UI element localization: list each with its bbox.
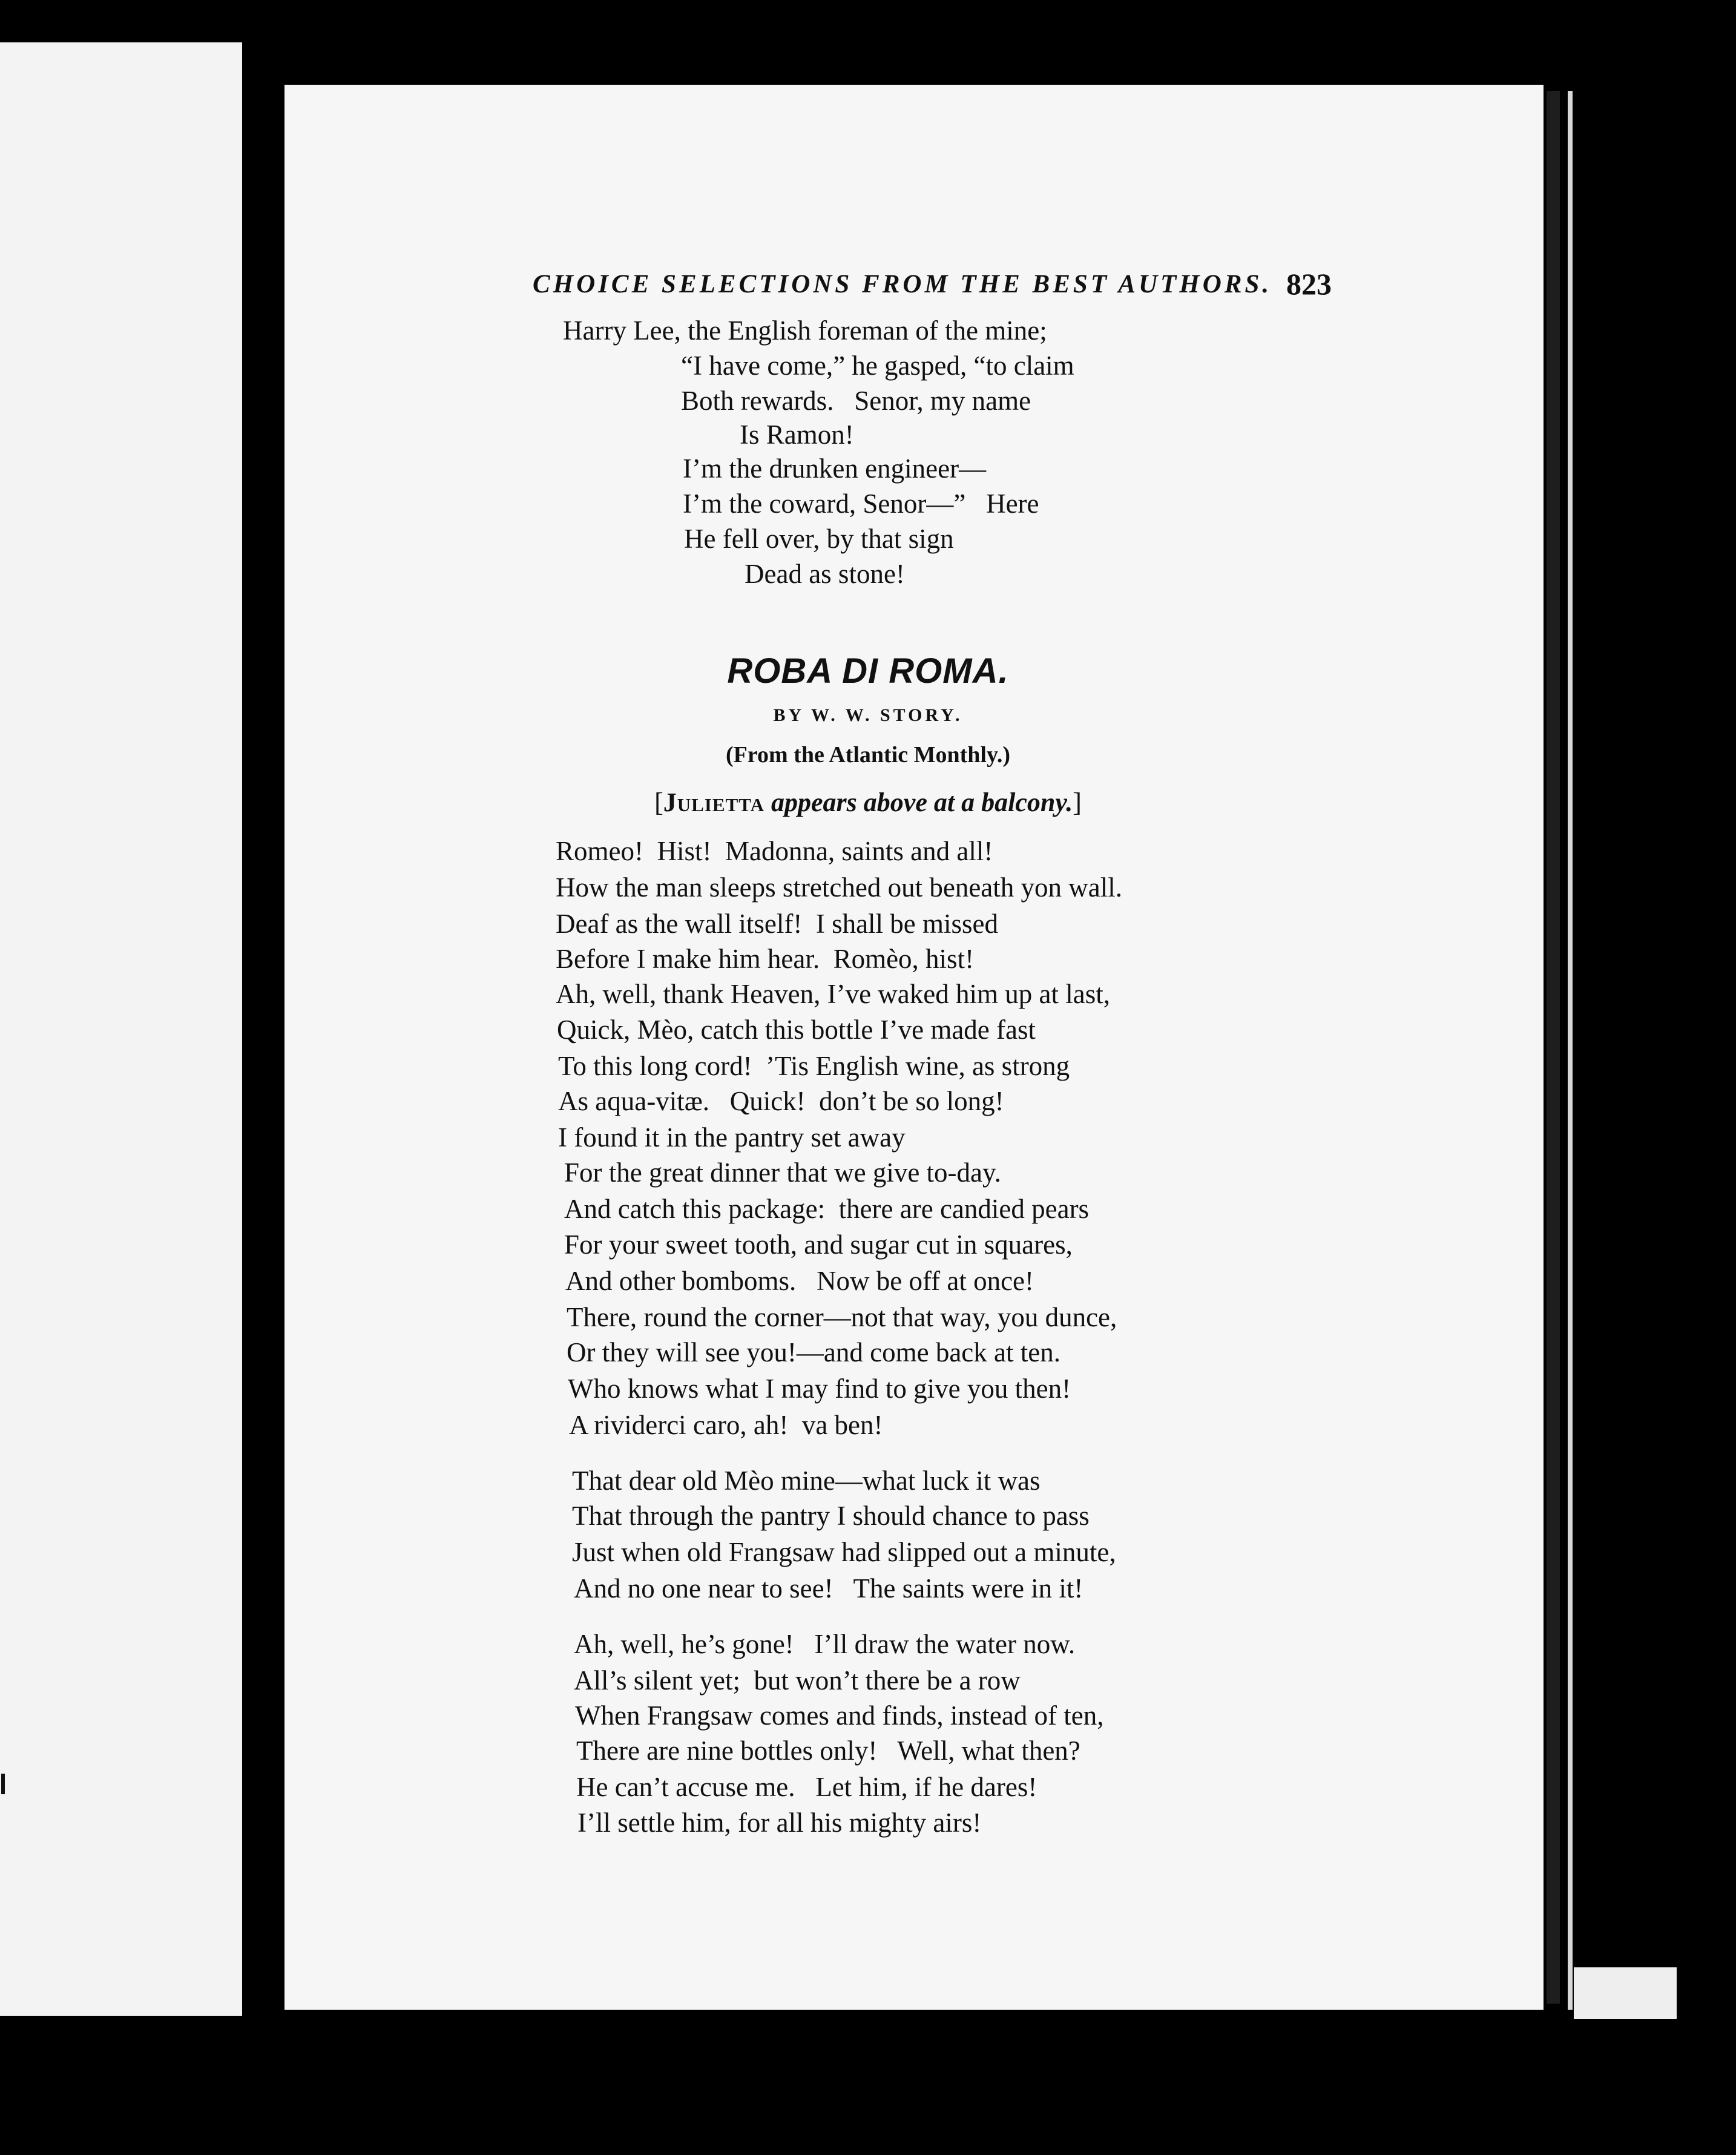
poem-line: Dead as stone! xyxy=(745,559,905,589)
verse-line: Ah, well, he’s gone! I’ll draw the water now. xyxy=(574,1629,1076,1659)
verse-line: Ah, well, thank Heaven, I’ve waked him up at last, xyxy=(556,979,1110,1009)
verse-line: Before I make him hear. Romèo, hist! xyxy=(556,944,975,974)
page-edge-shadow xyxy=(1547,91,1560,2004)
verse-line: Romeo! Hist! Madonna, saints and all! xyxy=(556,836,993,866)
verse-line: A rividerci caro, ah! va ben! xyxy=(569,1410,883,1440)
poem-line: Both rewards. Senor, my name xyxy=(681,386,1031,416)
poem-line: Harry Lee, the English foreman of the mine; xyxy=(563,315,1047,346)
verse-line: To this long cord! ’Tis English wine, as strong xyxy=(558,1051,1070,1081)
article-source: (From the Atlantic Monthly.) xyxy=(725,742,1011,768)
verse-line: That dear old Mèo mine—what luck it was xyxy=(572,1466,1041,1496)
page-edge-leaves xyxy=(1568,91,1573,2010)
poem-line: I’m the coward, Senor—” Here xyxy=(683,489,1039,519)
page-corner xyxy=(1574,1967,1677,2019)
verse-line: For the great dinner that we give to-day. xyxy=(564,1157,1001,1188)
verse-line: He can’t accuse me. Let him, if he dares! xyxy=(576,1772,1037,1802)
verse-line: That through the pantry I should chance to pass xyxy=(572,1501,1090,1531)
poem-line: He fell over, by that sign xyxy=(684,524,954,554)
stage-character: Julietta xyxy=(663,788,765,817)
verse-line: And no one near to see! The saints were in it! xyxy=(574,1573,1083,1604)
verse-line: As aqua-vitæ. Quick! don’t be so long! xyxy=(558,1086,1004,1116)
running-head: CHOICE SELECTIONS FROM THE BEST AUTHORS. xyxy=(533,270,1272,298)
verse-line: How the man sleeps stretched out beneath yon wall. xyxy=(556,872,1122,903)
verse-line: For your sweet tooth, and sugar cut in squares, xyxy=(564,1229,1073,1260)
verse-line: When Frangsaw comes and finds, instead of ten, xyxy=(575,1700,1104,1731)
verse-line: I’ll settle him, for all his mighty airs! xyxy=(577,1808,982,1838)
verse-line: I found it in the pantry set away xyxy=(558,1122,906,1153)
poem-line: Is Ramon! xyxy=(740,419,854,450)
page-number: 823 xyxy=(1286,267,1332,301)
article-byline: BY W. W. STORY. xyxy=(773,705,963,725)
verse-line: Or they will see you!—and come back at ten. xyxy=(567,1337,1060,1367)
facing-page xyxy=(0,42,242,2016)
article-title: ROBA DI ROMA. xyxy=(727,651,1009,691)
verse-line: Quick, Mèo, catch this bottle I’ve made fast xyxy=(557,1015,1036,1045)
verse-line: Who knows what I may find to give you then! xyxy=(568,1374,1071,1404)
verse-line: And catch this package: there are candied pears xyxy=(564,1194,1090,1224)
verse-line: There are nine bottles only! Well, what then? xyxy=(576,1736,1080,1766)
verse-line: Deaf as the wall itself! I shall be missed xyxy=(556,909,999,939)
stage-bracket-close: ] xyxy=(1073,788,1082,817)
facing-page-mark xyxy=(1,1774,5,1794)
verse-line: All’s silent yet; but won’t there be a row xyxy=(574,1665,1021,1696)
verse-line: Just when old Frangsaw had slipped out a minute, xyxy=(572,1537,1116,1567)
poem-line: I’m the drunken engineer— xyxy=(683,453,987,484)
stage-bracket-open: [ xyxy=(654,788,663,817)
poem-line: “I have come,” he gasped, “to claim xyxy=(681,350,1074,381)
stage-action: appears above at a balcony. xyxy=(764,788,1073,817)
stage-direction xyxy=(0,787,1736,818)
verse-line: There, round the corner—not that way, you dunce, xyxy=(567,1302,1117,1332)
verse-line: And other bomboms. Now be off at once! xyxy=(565,1266,1034,1296)
